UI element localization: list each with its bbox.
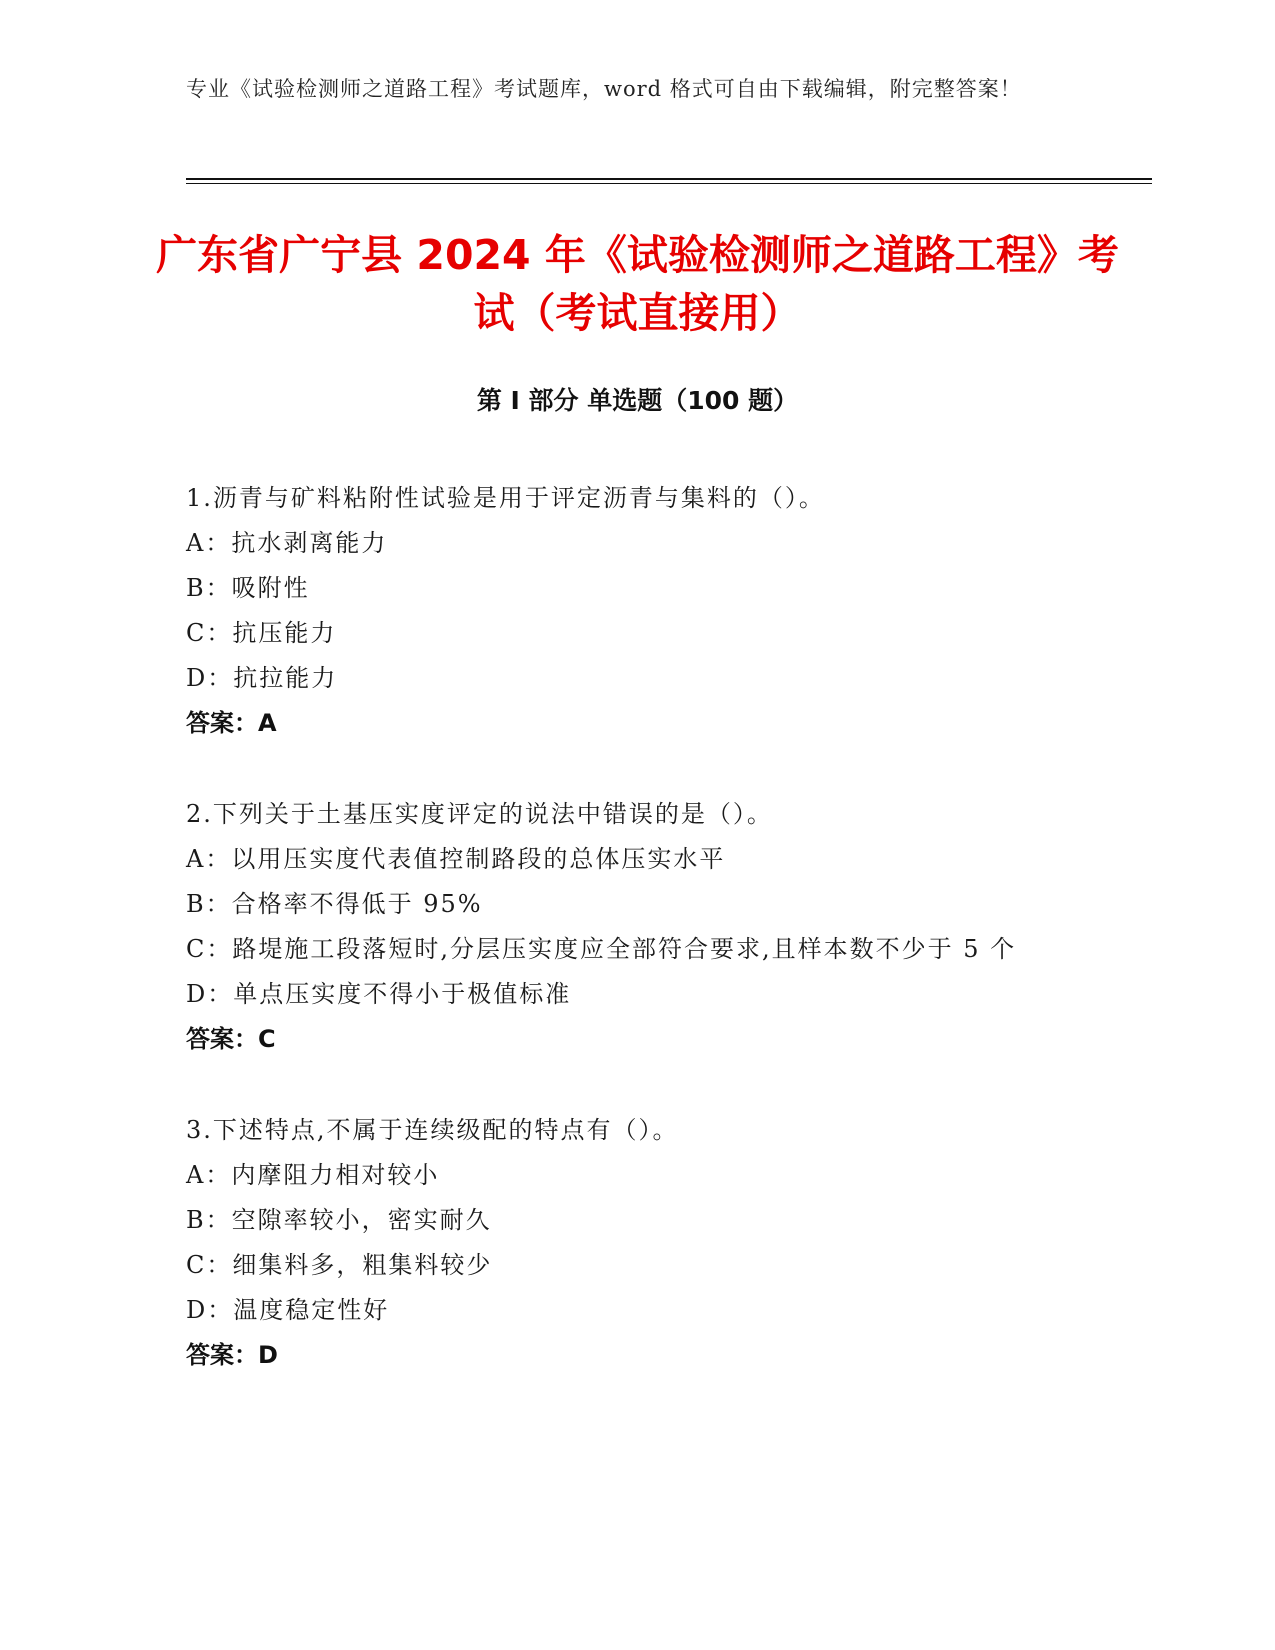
answer-line: 答案：C <box>186 1025 276 1053</box>
question-stem: 2.下列关于土基压实度评定的说法中错误的是（）。 <box>186 800 773 828</box>
option-a: A：抗水剥离能力 <box>186 529 388 557</box>
option-c: C：路堤施工段落短时,分层压实度应全部符合要求,且样本数不少于 5 个 <box>186 935 1017 963</box>
option-a: A：以用压实度代表值控制路段的总体压实水平 <box>186 845 726 873</box>
question-3 <box>186 1108 1066 1378</box>
option-c: C：细集料多，粗集料较少 <box>186 1251 493 1279</box>
section-heading: 第 I 部分 单选题（100 题） <box>476 386 799 415</box>
option-b: B：空隙率较小，密实耐久 <box>186 1206 492 1234</box>
option-b: B：吸附性 <box>186 574 310 602</box>
question-list <box>186 476 1066 1424</box>
document-title: 广东省广宁县 2024 年《试验检测师之道路工程》考试（考试直接用） <box>156 231 1119 337</box>
option-a: A：内摩阻力相对较小 <box>186 1161 440 1189</box>
option-c: C：抗压能力 <box>186 619 337 647</box>
answer-line: 答案：A <box>186 709 277 737</box>
header-divider-thick <box>186 178 1152 180</box>
header-note: 专业《试验检测师之道路工程》考试题库，word 格式可自由下载编辑，附完整答案！ <box>186 77 1022 101</box>
option-d: D：抗拉能力 <box>186 664 338 692</box>
question-2 <box>186 792 1066 1062</box>
option-d: D：温度稳定性好 <box>186 1296 390 1324</box>
option-d: D：单点压实度不得小于极值标准 <box>186 980 572 1008</box>
question-1 <box>186 476 1066 746</box>
answer-line: 答案：D <box>186 1341 278 1369</box>
option-b: B：合格率不得低于 95% <box>186 890 483 918</box>
question-stem: 3.下述特点,不属于连续级配的特点有（）。 <box>186 1116 679 1144</box>
header-divider-thin <box>186 183 1152 184</box>
question-stem: 1.沥青与矿料粘附性试验是用于评定沥青与集料的（）。 <box>186 484 825 512</box>
